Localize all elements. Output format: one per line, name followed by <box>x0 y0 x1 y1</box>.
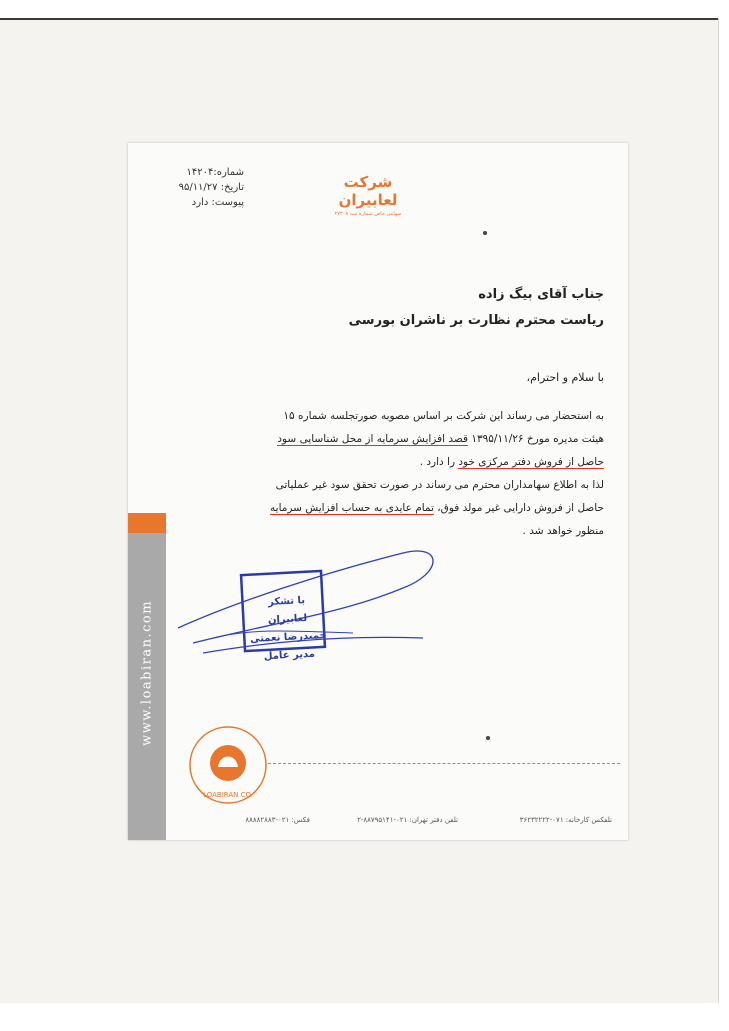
body-line <box>184 497 604 520</box>
signer-title: مدیر عامل <box>263 648 316 663</box>
body-line: منظور خواهد شد . <box>522 525 604 537</box>
company-logo <box>323 173 413 217</box>
company-name: شرکت لعابیران <box>338 173 398 209</box>
footer-divider <box>268 763 620 764</box>
footer-office-phone: تلفن دفتر تهران: ۰۲۱-۸۸۷۹۵۱۴۱-۲ <box>357 816 458 824</box>
footer-factory-phone: تلفکس کارخانه: ۰۷۱-۳۶۲۳۲۲۲۲ <box>519 816 612 824</box>
signer-name: حمیدرضا نعمتی <box>249 629 328 645</box>
scan-edge-line <box>0 18 718 20</box>
signature-stamp <box>246 591 330 667</box>
company-seal-logo <box>186 723 270 807</box>
recipient-name: جناب آقای بیگ زاده <box>478 287 604 302</box>
body-line: لذا به اطلاع سهامداران محترم می رساند در صورت تحقق سود غیر عملیاتی <box>275 479 604 491</box>
letter-number: شماره:۱۴۲۰۴ <box>186 167 244 178</box>
body-text-span: را دارد . <box>419 456 456 468</box>
stamp-company: لعابیران <box>267 612 308 627</box>
seal-text: LOABIRAN CO. <box>203 791 253 799</box>
body-text-span: حاصل از فروش دارایی غیر مولد فوق، <box>437 502 604 514</box>
greeting: با سلام و احترام، <box>526 371 604 384</box>
highlighted-text: حاصل از فروش دفتر مرکزی خود <box>458 456 604 468</box>
letter-body <box>184 405 604 543</box>
letter-date: تاریخ: ۹۵/۱۱/۲۷ <box>178 182 244 193</box>
footer-fax: فکس: ۰۲۱-۸۸۸۸۲۸۸۳ <box>245 816 310 824</box>
company-subtitle: سهامی خاص شماره ثبت ۲۷۴۰۸ <box>334 211 402 217</box>
highlighted-text: تمام عایدی به حساب افزایش سرمایه <box>270 502 434 514</box>
sidebar-accent <box>128 513 166 535</box>
body-text-span: هیئت مدیره مورخ ۱۳۹۵/۱۱/۲۶ <box>471 433 604 445</box>
stamp-closing: با تشکر <box>267 595 306 608</box>
scan-speck <box>483 231 487 235</box>
website-text: www.loabiran.com <box>139 599 155 747</box>
recipient-title: ریاست محترم نظارت بر ناشران بورسی <box>348 313 604 328</box>
letter-sheet <box>128 143 628 840</box>
letter-attachment: پیوست: دارد <box>191 197 244 208</box>
body-line: به استحضار می رساند این شرکت بر اساس مصوبه صورتجلسه شماره ۱۵ <box>283 410 604 422</box>
body-line <box>184 451 604 474</box>
reference-block <box>152 165 244 210</box>
highlighted-text: قصد افزایش سرمایه از محل شناسایی سود <box>277 433 468 445</box>
scan-speck <box>486 736 490 740</box>
body-line <box>184 428 604 451</box>
recipient-block <box>224 282 604 334</box>
